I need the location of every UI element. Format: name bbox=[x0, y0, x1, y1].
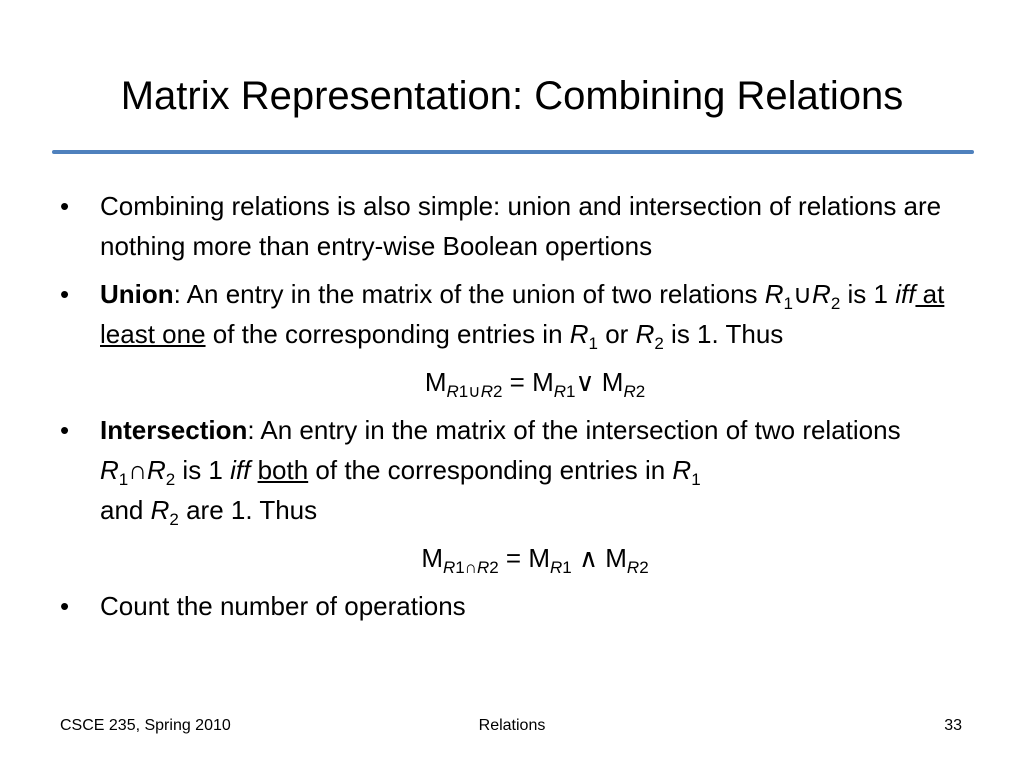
union-symbol: ∪ bbox=[468, 382, 481, 401]
union-text-1: : An entry in the matrix of the union of two relations bbox=[173, 279, 765, 309]
and-symbol: ∧ bbox=[571, 543, 606, 573]
union-text-2: is 1 bbox=[840, 279, 896, 309]
var-r: R bbox=[553, 382, 567, 401]
bullet-intersection bbox=[60, 410, 970, 530]
matrix-m: M bbox=[421, 543, 443, 573]
intersection-text-4: and bbox=[100, 495, 151, 525]
bullet-text: Combining relations is also simple: union and intersection of relations are nothing more than entry-wise Boolean opertions bbox=[100, 191, 942, 261]
subscript: 1 bbox=[783, 294, 793, 313]
intersection-text-3: of the corresponding entries in bbox=[308, 455, 673, 485]
subscript: 2 bbox=[169, 510, 179, 529]
var-r: R bbox=[550, 558, 563, 577]
subscript: 2 bbox=[830, 294, 841, 313]
slide-number: 33 bbox=[944, 717, 962, 734]
subscript: 1 bbox=[588, 334, 598, 353]
subscript: 1 bbox=[562, 558, 572, 577]
matrix-m: M bbox=[605, 543, 627, 573]
or-symbol: ∨ bbox=[575, 367, 595, 397]
union-text-4: or bbox=[598, 319, 636, 349]
var-r: R bbox=[446, 382, 459, 401]
underlined-text: at least one bbox=[100, 279, 945, 349]
var-r: R bbox=[442, 558, 456, 577]
union-term: Union bbox=[100, 279, 174, 309]
var-r: R bbox=[764, 279, 784, 309]
var-r: R bbox=[569, 319, 589, 349]
bullet-union bbox=[60, 274, 970, 354]
matrix-m: M bbox=[424, 367, 447, 397]
var-r: R bbox=[626, 558, 640, 577]
subscript: 1 bbox=[455, 558, 465, 577]
bullet-count bbox=[60, 586, 970, 626]
equals-sign: = bbox=[498, 543, 529, 573]
footer-topic: Relations bbox=[478, 717, 546, 734]
subscript: 2 bbox=[639, 558, 649, 577]
matrix-m: M bbox=[532, 367, 554, 397]
equation-intersection bbox=[60, 538, 970, 578]
union-text-3: of the corresponding entries in bbox=[205, 319, 570, 349]
union-text-5: is 1. Thus bbox=[663, 319, 784, 349]
intersection-term: Intersection bbox=[100, 415, 248, 445]
var-r: R bbox=[100, 455, 119, 485]
subscript: 2 bbox=[489, 558, 499, 577]
subscript: 1 bbox=[691, 470, 701, 489]
var-r: R bbox=[635, 319, 655, 349]
subscript: 1 bbox=[566, 382, 576, 401]
intersection-text-5: are 1. Thus bbox=[178, 495, 318, 525]
slide-title: Matrix Representation: Combining Relations bbox=[120, 74, 904, 118]
var-r: R bbox=[146, 455, 166, 485]
var-r: R bbox=[476, 558, 490, 577]
equals-sign: = bbox=[502, 367, 533, 397]
subscript: 2 bbox=[635, 382, 646, 401]
bullet-dot: • bbox=[60, 279, 70, 309]
subscript: 1 bbox=[118, 470, 129, 489]
title-divider bbox=[52, 150, 974, 154]
footer-course: CSCE 235, Spring 2010 bbox=[60, 717, 231, 734]
intersection-symbol: ∩ bbox=[464, 558, 477, 577]
subscript: 2 bbox=[165, 470, 176, 489]
subscript: 2 bbox=[492, 382, 503, 401]
bullet-combining bbox=[60, 186, 970, 266]
subscript: 2 bbox=[654, 334, 664, 353]
matrix-m: M bbox=[601, 367, 624, 397]
intersection-symbol: ∩ bbox=[128, 455, 147, 485]
slide-body bbox=[60, 186, 970, 634]
subscript: 1 bbox=[458, 382, 469, 401]
union-symbol: ∪ bbox=[793, 279, 813, 309]
intersection-text-1: : An entry in the matrix of the intersection of two relations bbox=[247, 415, 901, 445]
intersection-text-2: is 1 bbox=[175, 455, 231, 485]
bullet-dot: • bbox=[60, 591, 70, 621]
underlined-text: both bbox=[257, 455, 309, 485]
var-r: R bbox=[623, 382, 636, 401]
equation-union bbox=[60, 362, 970, 402]
var-r: R bbox=[150, 495, 170, 525]
bullet-dot: • bbox=[60, 191, 70, 221]
var-r: R bbox=[812, 279, 831, 309]
bullet-dot: • bbox=[60, 415, 70, 445]
var-r: R bbox=[672, 455, 692, 485]
var-r: R bbox=[480, 382, 493, 401]
iff-text: iff bbox=[230, 455, 251, 485]
bullet-text: Count the number of operations bbox=[100, 591, 466, 621]
matrix-m: M bbox=[528, 543, 551, 573]
iff-text: iff bbox=[895, 279, 916, 309]
